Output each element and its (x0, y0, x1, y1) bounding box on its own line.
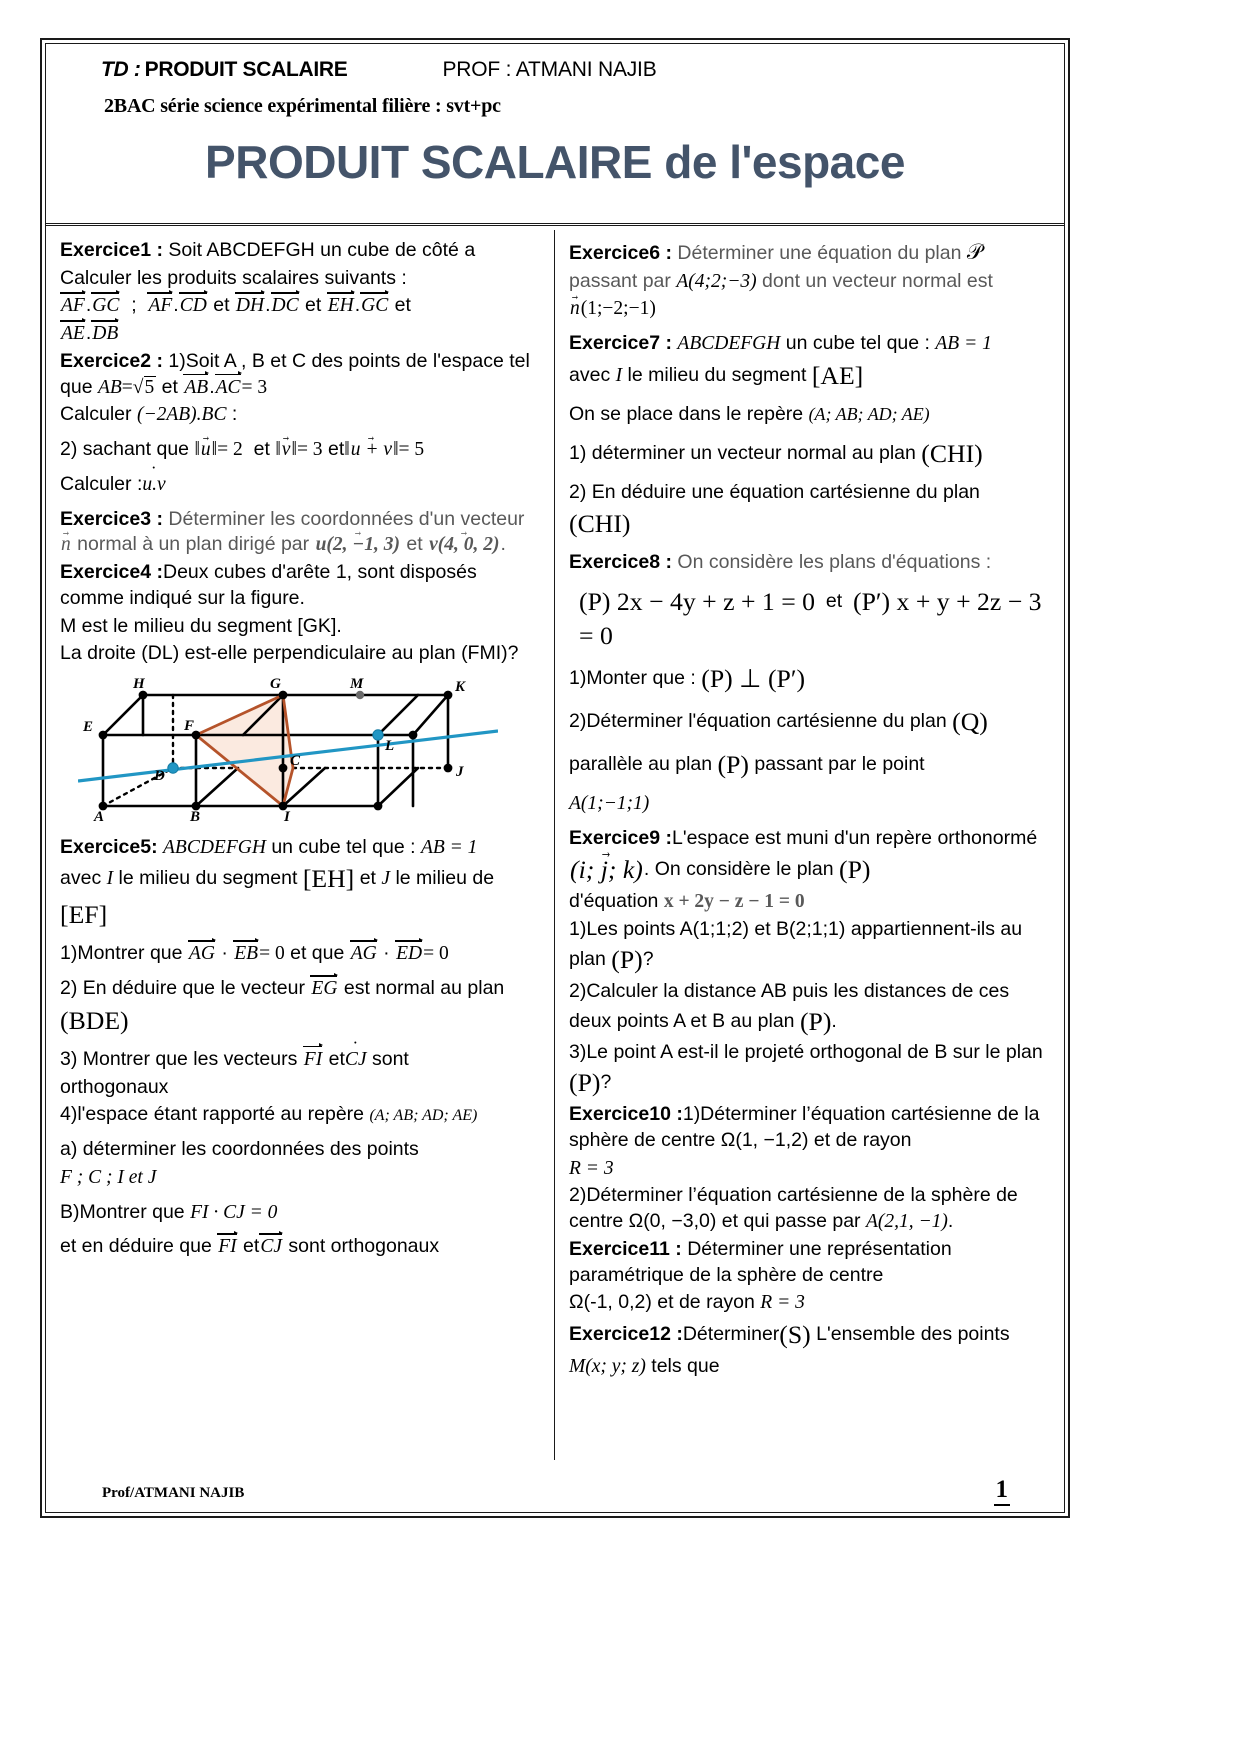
exercise1-line2: Calculer les produits scalaires suivants : (60, 266, 407, 289)
exercise9-p: (P) (839, 855, 871, 885)
footer-page-number: 1 (994, 1476, 1011, 1506)
exercise5-text4: et (359, 867, 376, 890)
exercise5-q1-label: 1)Montrer que (60, 942, 183, 965)
exercise5-q3 (60, 1047, 540, 1073)
exercise2-eq: = (121, 376, 133, 398)
document-page (40, 38, 1070, 1518)
exercise5-q4a: (A; AB; AD; AE) (369, 1107, 478, 1125)
exercise9-text2: . On considère le plan (643, 858, 834, 881)
exercise7-text3: le milieu du segment (627, 363, 807, 386)
exercise5-ef: [EF] (60, 900, 108, 930)
exercise7-ae: [AE] (811, 360, 864, 390)
exercise2-q2 (60, 437, 540, 463)
exercise8-label: Exercice8 : (569, 551, 672, 574)
right-column (555, 230, 1062, 1460)
exercise5-qb2-label: et en déduire que (60, 1235, 212, 1258)
exercise5-cube: ABCDEFGH (163, 836, 266, 858)
exercise3-dot: . (500, 533, 506, 556)
exercise9-label: Exercice9 : (569, 826, 672, 849)
exercise8-q2e: A(1;−1;1) (569, 792, 650, 814)
exercise12-text1: Déterminer (682, 1322, 780, 1345)
exercise8-p-eq: (P) 2x − 4y + z + 1 = 0 (579, 587, 816, 617)
exercise8-equations (569, 585, 1052, 653)
exercise9-q3-label: 3)Le point A est-il le projeté orthogonal de B sur le plan (569, 1041, 1043, 1064)
exercise2-colon: : (231, 403, 238, 426)
exercise9-repere: (i; j; k) → (569, 855, 644, 884)
exercise9-line2 (569, 853, 1052, 887)
vector-AC: AC (215, 376, 241, 398)
two-column-body (48, 230, 1062, 1460)
exercise2-et: et (161, 375, 178, 398)
norm-v-val: = 3 (296, 439, 323, 461)
exercise11-label: Exercice11 : (569, 1237, 682, 1260)
exercise11-line2 (569, 1290, 1052, 1316)
exercise5-q2-cont (60, 1004, 540, 1038)
exercise7-q1-label: 1) déterminer un vecteur normal au plan (569, 441, 916, 464)
vector-DH: DH (235, 295, 265, 317)
exercise11-centre: Ω(-1, 0,2) (569, 1291, 652, 1314)
label-J: J (456, 764, 464, 781)
exercise2-calc (60, 402, 540, 428)
exercise5-qb2 (60, 1234, 540, 1260)
exercise5-q1: 1)Montrer que AG · EB= 0 et que AG · ED= 0 (60, 942, 449, 965)
exercise9-q3b: ? (600, 1071, 612, 1094)
exercise9-q3a: (P) (569, 1068, 601, 1098)
exercise9-q1b: ? (642, 947, 654, 970)
vector-AF: AF (61, 295, 85, 317)
exercise10-q2-label: 2)Déterminer l’équation cartésienne de la sphère de centre Ω(0, −3,0) et qui passe par (569, 1184, 1018, 1233)
exercise5-text1: un cube tel que : (271, 835, 416, 858)
exercise12-intro (569, 1318, 1052, 1352)
vector-EH: EH (327, 295, 354, 317)
exercise2-label: Exercice2 : (60, 349, 163, 372)
exercise7-line2 (569, 359, 1052, 393)
exercise7-i: I (615, 364, 623, 386)
exercise6-text1: Déterminer une équation du plan (677, 242, 962, 264)
vector-AG-2: AG (350, 943, 377, 965)
label-G: G (270, 676, 281, 693)
exercise7-q2-cont (569, 507, 1052, 541)
vector-v-coords: v(4, 0, 2) → (428, 534, 500, 555)
exercise5-qb-expr: FI · CJ = 0 (190, 1201, 278, 1223)
exercise2-calc-label: Calculer (60, 403, 132, 426)
exercise5-qa-points: F ; C ; I et J (60, 1166, 157, 1188)
exercise4-intro (60, 560, 540, 611)
exercise3-text1: Déterminer les coordonnées d'un vecteur (168, 507, 525, 530)
vector-DB: DB (92, 323, 119, 345)
exercise6-n-coords: (1;−2;−1) (580, 298, 656, 320)
sep-et-1: et (213, 294, 230, 317)
exercise11-intro (569, 1237, 1052, 1288)
exercise3 (60, 507, 540, 558)
exercise7-text2: avec (569, 363, 611, 386)
exercise7-cube: ABCDEFGH (677, 333, 781, 355)
exercise8-q2c: (P) (717, 749, 749, 779)
exercise8-q2d: passant par le point (754, 752, 925, 775)
vector-GC: GC (92, 295, 120, 317)
exercise10-q2a: A(2,1, −1) (865, 1211, 948, 1233)
vector-FI-2: FI (218, 1236, 237, 1258)
exercise7-q1 (569, 437, 1052, 471)
exercise9-text1: L'espace est muni d'un repère orthonormé (672, 826, 1038, 849)
exercise9-text3: d'équation (569, 890, 659, 913)
exercise7-text4: On se place dans le repère (569, 402, 804, 425)
exercise2-q2-label: 2) sachant que (60, 438, 190, 461)
exercise9-q2-label: 2)Calculer la distance AB puis les distances de ces deux points A et B au plan (569, 979, 1010, 1032)
exercise2-calc2-label: Calculer : (60, 472, 143, 495)
exercise1-label: Exercice1 : (60, 239, 163, 261)
exercise8-et: et (825, 589, 843, 612)
exercise7-q2: 2) En déduire une équation cartésienne du plan (569, 480, 980, 503)
vector-GC-2: GC (361, 295, 389, 317)
exercise10-q2b: . (947, 1210, 954, 1233)
vector-EB: EB (234, 943, 259, 965)
exercise3-text2: normal à un plan dirigé par (77, 533, 310, 556)
vector-DC: DC (271, 295, 299, 317)
exercise6-text3: dont un vecteur normal est (762, 269, 993, 292)
sep-semicolon: ; (131, 294, 137, 317)
exercise3-et: et (406, 533, 423, 556)
exercise8-q2b: parallèle au plan (569, 752, 713, 775)
exercise11-text1: Déterminer une représentation paramétrique de la sphère de centre (569, 1237, 952, 1286)
vector-AF-2: AF (148, 295, 173, 317)
exercise5-q3d-sont: sont (371, 1047, 409, 1070)
exercise6-line2 (569, 269, 1052, 295)
label-L: L (385, 738, 395, 755)
exercise5-j: J (381, 868, 391, 890)
label-D: D (154, 768, 165, 785)
exercise5-q1d: et que (290, 942, 345, 965)
exercise2-abac-val: = 3 (241, 376, 268, 398)
exercise5-line3 (60, 898, 540, 932)
exercise2-intro: Exercice2 : 1)Soit A , B et C des points de l'espace tel que AB=√5 et AB.AC= 3 (60, 349, 530, 398)
norm-uv-val: = 5 (398, 439, 425, 461)
vector-AE: AE (61, 323, 85, 345)
vector-EG: EG (311, 978, 338, 1000)
exercise5-text5: le milieu de (395, 867, 495, 890)
header-line-1 (46, 58, 1064, 82)
exercise1-products-cont: AE.DB (61, 322, 119, 345)
exercise5-q1g: = 0 (423, 943, 449, 965)
label-B: B (190, 809, 201, 824)
exercise7-ab: AB = 1 (935, 333, 992, 355)
exercise10-radius: R = 3 (569, 1157, 614, 1179)
exercise9-q2 (569, 979, 1052, 1039)
label-C: C (290, 753, 301, 770)
exercise5-i: I (106, 868, 114, 890)
exercise7-intro (569, 331, 1052, 357)
exercise4-line1: Deux cubes d'arête 1, sont disposés comme indiqué sur la figure. (60, 561, 477, 609)
exercise2-et-3: et (327, 438, 345, 461)
sep-et-3: et (394, 294, 411, 317)
exercise10-q2 (569, 1183, 1052, 1234)
exercise2-ab: AB (97, 376, 122, 398)
header-class-line: 2BAC série science expérimental filière : svt+pc (104, 95, 501, 117)
exercise8-text1: On considère les plans d'équations : (677, 551, 992, 574)
exercise9-intro (569, 826, 1052, 852)
exercise2-sqrt5: √5 (132, 376, 155, 398)
exercise10-label: Exercice10 : (569, 1103, 683, 1126)
exercise8-intro (569, 550, 1052, 576)
vector-AG: AG (188, 943, 215, 965)
exercise5-text3: le milieu du segment (118, 867, 298, 890)
exercise10-q1: 1)Déterminer l’équation cartésienne de la sphère de centre Ω(1, −1,2) et de rayon (569, 1103, 1040, 1151)
vector-CJ: CJ ˙ (345, 1049, 367, 1070)
exercise5-qb2b: et (243, 1235, 260, 1258)
exercise8-q2a: (Q) (952, 706, 988, 736)
exercise7-text1: un cube tel que : (785, 332, 930, 355)
exercise10-intro (569, 1102, 1052, 1153)
exercise9-q3 (569, 1040, 1052, 1100)
exercise5-q3-label: 3) Montrer que les vecteurs (60, 1047, 298, 1070)
exercise7-repere: (A; AB; AD; AE) (808, 403, 930, 424)
exercise5-qb-label: B)Montrer que (60, 1200, 185, 1223)
sep-et-2: et (305, 294, 322, 317)
exercise8-q1-label: 1)Monter que : (569, 666, 696, 689)
exercise6-intro (569, 238, 1052, 267)
exercise8-q2-label: 2)Déterminer l'équation cartésienne du plan (569, 709, 947, 732)
page-title: PRODUIT SCALAIRE de l'espace (205, 136, 905, 188)
exercise6-point: A(4;2;−3) (676, 270, 757, 292)
exercise12-label: Exercice12 : (569, 1322, 683, 1345)
exercise9-q1 (569, 917, 1052, 977)
exercise5-text2: avec (60, 867, 102, 890)
exercise4-line3: La droite (DL) est-elle perpendiculaire au plan (FMI)? (60, 642, 519, 665)
exercise5-qb (60, 1200, 540, 1226)
exercise5-eh: [EH] (302, 864, 355, 894)
exercise8-q2-point (569, 791, 1052, 817)
exercise12-s: (S) (779, 1320, 811, 1350)
exercise1-products: AF.GC ; AF.CD et DH.DC et EH.GC et (61, 294, 411, 317)
exercise5-qb2d: sont orthogonaux (288, 1235, 440, 1258)
exercise1-line1: Soit ABCDEFGH un cube de côté a (168, 239, 476, 261)
exercise5-qa: a) déterminer les coordonnées des points (60, 1138, 419, 1161)
exercise5-line2 (60, 862, 540, 896)
norm-u-plus-v: ‖u + v →‖ (344, 439, 398, 460)
left-column (48, 230, 555, 1460)
exercise2-expr: (−2AB).BC (136, 404, 227, 426)
exercise8-q1 (569, 662, 1052, 696)
exercise12-line2 (569, 1354, 1052, 1380)
exercise9-eq: x + 2y − z − 1 = 0 (663, 891, 805, 913)
exercise11-radius: R = 3 (760, 1292, 805, 1314)
exercise11-text2: et de rayon (657, 1291, 755, 1314)
exercise2-et-2: et (253, 438, 270, 461)
exercise5-q2 (60, 976, 540, 1002)
exercise8-q2-cont (569, 748, 1052, 782)
exercise5-q3b: et (328, 1047, 345, 1070)
exercise9-line3 (569, 889, 1052, 915)
exercise7-line3 (569, 402, 1052, 428)
exercise5-intro (60, 835, 540, 861)
label-M: M (350, 676, 364, 693)
plan-symbol: 𝒫 (966, 240, 983, 264)
exercise9-q2a: (P) (799, 1006, 832, 1036)
vector-FI: FI (303, 1048, 323, 1070)
exercise5-ab: AB = 1 (420, 836, 478, 858)
document-footer (42, 1468, 1068, 1508)
exercise2-uv: u.v ˙ (142, 474, 165, 495)
exercise5-q4 (60, 1102, 540, 1128)
exercise8-q2 (569, 705, 1052, 739)
exercise12-text2: L'ensemble des points (816, 1322, 1010, 1345)
label-F: F (184, 718, 195, 735)
vector-CD: CD (179, 295, 207, 317)
exercise12-text3: tels que (651, 1355, 720, 1378)
label-H: H (133, 676, 145, 693)
exercise6-label: Exercice6 : (569, 242, 672, 264)
vector-CJ-2: CJ (260, 1236, 282, 1258)
header-professor: PROF : ATMANI NAJIB (442, 58, 657, 81)
exercise9-q2b: . (831, 1009, 837, 1032)
exercise7-label: Exercice7 : (569, 332, 672, 355)
exercise5-qa-pts (60, 1165, 540, 1191)
exercise7-q2a: (CHI) (569, 509, 631, 539)
exercise8-pp-eq: (P′) x + y + 2z − 3 = 0 (579, 587, 1042, 651)
header-subject: PRODUIT SCALAIRE (144, 58, 348, 81)
exercise7-q1a: (CHI) (921, 438, 983, 468)
exercise5-q2c: (BDE) (60, 1005, 129, 1035)
exercise9-q1a: (P) (611, 944, 643, 974)
two-cubes-figure (78, 673, 540, 831)
exercise5-q1c: = 0 (259, 943, 285, 965)
vector-u-coords: u(2, −1, 3) → (315, 534, 401, 555)
exercise12-m: M(x; y; z) (569, 1356, 646, 1378)
exercise1-intro (60, 238, 540, 264)
exercise5-q2b: est normal au plan (343, 977, 505, 1000)
document-header (46, 44, 1064, 226)
label-I: I (284, 809, 290, 824)
vector-n-normal: n → (569, 298, 581, 319)
exercise6-text2: passant par (569, 269, 671, 292)
exercise8-q1a: (P) ⊥ (P′) (701, 663, 806, 693)
td-label: TD : (101, 58, 141, 81)
exercise5-q4-label: 4)l'espace étant rapporté au repère (60, 1103, 365, 1126)
label-A: A (94, 809, 105, 824)
exercise9-q1-label: 1)Les points A(1;1;2) et B(2;1;1) appartiennent-ils au plan (569, 918, 1023, 970)
exercise2-calc2 (60, 472, 540, 498)
footer-author: Prof/ATMANI NAJIB (102, 1485, 245, 1501)
exercise2-q1: 1)Soit A , B et C des points de l'espace tel que (60, 349, 530, 398)
exercise5-q2-label: 2) En déduire que le vecteur (60, 977, 305, 1000)
label-K: K (455, 679, 466, 696)
norm-u: ‖u →‖ (194, 439, 217, 460)
exercise5-label: Exercice5: (60, 835, 158, 858)
exercise6-normal (569, 296, 1052, 322)
norm-u-val: = 2 (217, 439, 243, 461)
label-E: E (83, 719, 94, 736)
exercise4-label: Exercice4 : (60, 561, 163, 584)
exercise3-label: Exercice3 : (60, 507, 163, 530)
vector-n: n → (60, 534, 72, 555)
exercise5-q3-cont: orthogonaux (60, 1075, 169, 1098)
norm-v: ‖v →‖ (275, 439, 297, 460)
vector-ED: ED (396, 943, 423, 965)
exercise10-r (569, 1156, 1052, 1182)
cubes-svg (78, 673, 498, 823)
exercise4-line2: M est le milieu du segment [GK]. (60, 614, 342, 637)
vector-AB: AB (184, 376, 209, 398)
